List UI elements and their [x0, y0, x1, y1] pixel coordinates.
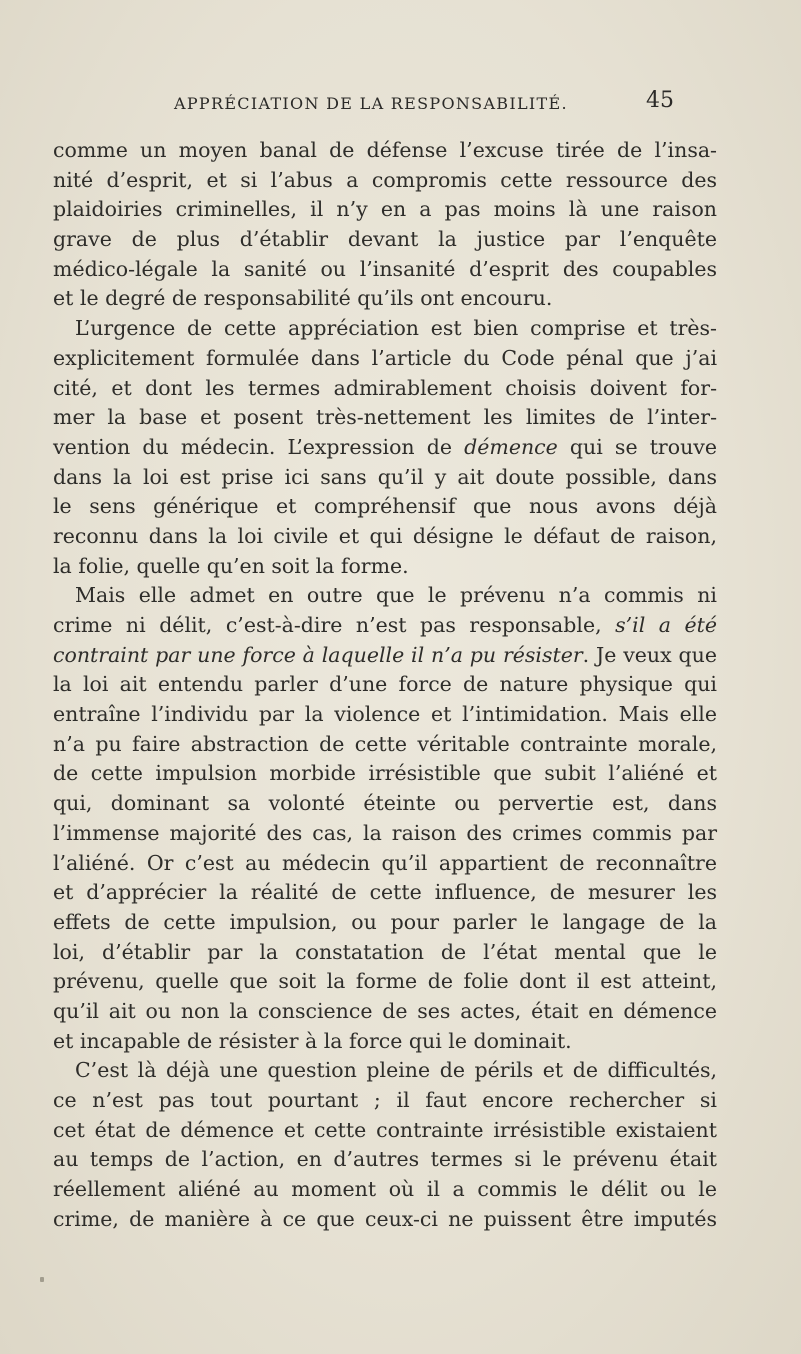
emphasis: s’il a été	[615, 613, 718, 637]
text-line: crime ni délit, c’est-à-dire n’est pas responsable, s’il a été	[53, 613, 718, 637]
text-line: dans la loi est prise ici sans qu’il y ait doute possible, dans	[53, 464, 717, 489]
text-line: médico-légale la sanité ou l’insanité d’esprit des coupables	[53, 256, 717, 281]
text-line: explicitement formulée dans l’article du Code pénal que j’ai	[53, 345, 717, 370]
text-line: cité, et dont les termes admirablement choisis doivent for-	[53, 375, 717, 400]
text-line: qui, dominant sa volonté éteinte ou pervertie est, dans	[53, 791, 717, 816]
emphasis: contraint par une force à laquelle il n’a pu résister	[53, 642, 583, 667]
body-text	[53, 136, 717, 1234]
text-line: de cette impulsion morbide irrésistible que subit l’aliéné et	[53, 761, 717, 786]
text-line: comme un moyen banal de défense l’excuse tirée de l’insa-	[53, 138, 717, 162]
text-line: grave de plus d’établir devant la justice par l’enquête	[53, 227, 717, 252]
text-line: mer la base et posent très-nettement les limites de l’inter-	[53, 405, 717, 430]
text-line: l’immense majorité des cas, la raison des crimes commis par	[53, 820, 717, 845]
text-line: réellement aliéné au moment où il a commis le délit ou le	[53, 1177, 717, 1202]
page-number: 45	[646, 88, 674, 113]
running-head-title: APPRÉCIATION DE LA RESPONSABILITÉ.	[174, 94, 568, 113]
text-line: qu’il ait ou non la conscience de ses actes, était en démence	[53, 998, 717, 1023]
text-line: et d’apprécier la réalité de cette influence, de mesurer les	[53, 880, 717, 905]
text-line: L’urgence de cette appréciation est bien comprise et très-	[75, 316, 717, 341]
text-line: reconnu dans la loi civile et qui désigne le défaut de raison,	[53, 523, 717, 548]
text-line: vention du médecin. L’expression de démence qui se trouve	[53, 434, 717, 459]
text-line: au temps de l’action, en d’autres termes si le prévenu était	[53, 1147, 717, 1172]
text-line: contraint par une force à laquelle il n’a pu résister. Je veux que	[53, 642, 717, 667]
text-line: crime, de manière à ce que ceux-ci ne puissent être imputés	[53, 1206, 717, 1231]
text-line: la loi ait entendu parler d’une force de nature physique qui	[53, 672, 717, 697]
text-line: et incapable de résister à la force qui le dominait.	[53, 1028, 572, 1053]
text-line: Mais elle admet en outre que le prévenu n’a commis ni	[75, 583, 717, 608]
text-line: nité d’esprit, et si l’abus a compromis cette ressource des	[53, 167, 717, 192]
text-line: plaidoiries criminelles, il n’y en a pas moins là une raison	[53, 197, 717, 222]
text-line: cet état de démence et cette contrainte irrésistible existaient	[53, 1117, 717, 1142]
text-line: n’a pu faire abstraction de cette véritable contrainte morale,	[53, 731, 717, 756]
text-line: loi, d’établir par la constatation de l’état mental que le	[53, 939, 717, 964]
emphasis: démence	[464, 434, 558, 459]
paper-speck	[40, 1277, 44, 1282]
text-line: C’est là déjà une question pleine de périls et de difficultés,	[75, 1058, 717, 1083]
text-line: entraîne l’individu par la violence et l’intimidation. Mais elle	[53, 702, 717, 727]
text-line: le sens générique et compréhensif que nous avons déjà	[53, 494, 717, 519]
text-line: effets de cette impulsion, ou pour parler le langage de la	[53, 909, 717, 934]
text-line: la folie, quelle qu’en soit la forme.	[53, 553, 409, 578]
text-line: l’aliéné. Or c’est au médecin qu’il appartient de reconnaître	[53, 850, 717, 875]
text-line: ce n’est pas tout pourtant ; il faut encore rechercher si	[53, 1088, 717, 1112]
text-line: prévenu, quelle que soit la forme de folie dont il est atteint,	[53, 969, 717, 994]
text-line: et le degré de responsabilité qu’ils ont encouru.	[53, 286, 553, 311]
